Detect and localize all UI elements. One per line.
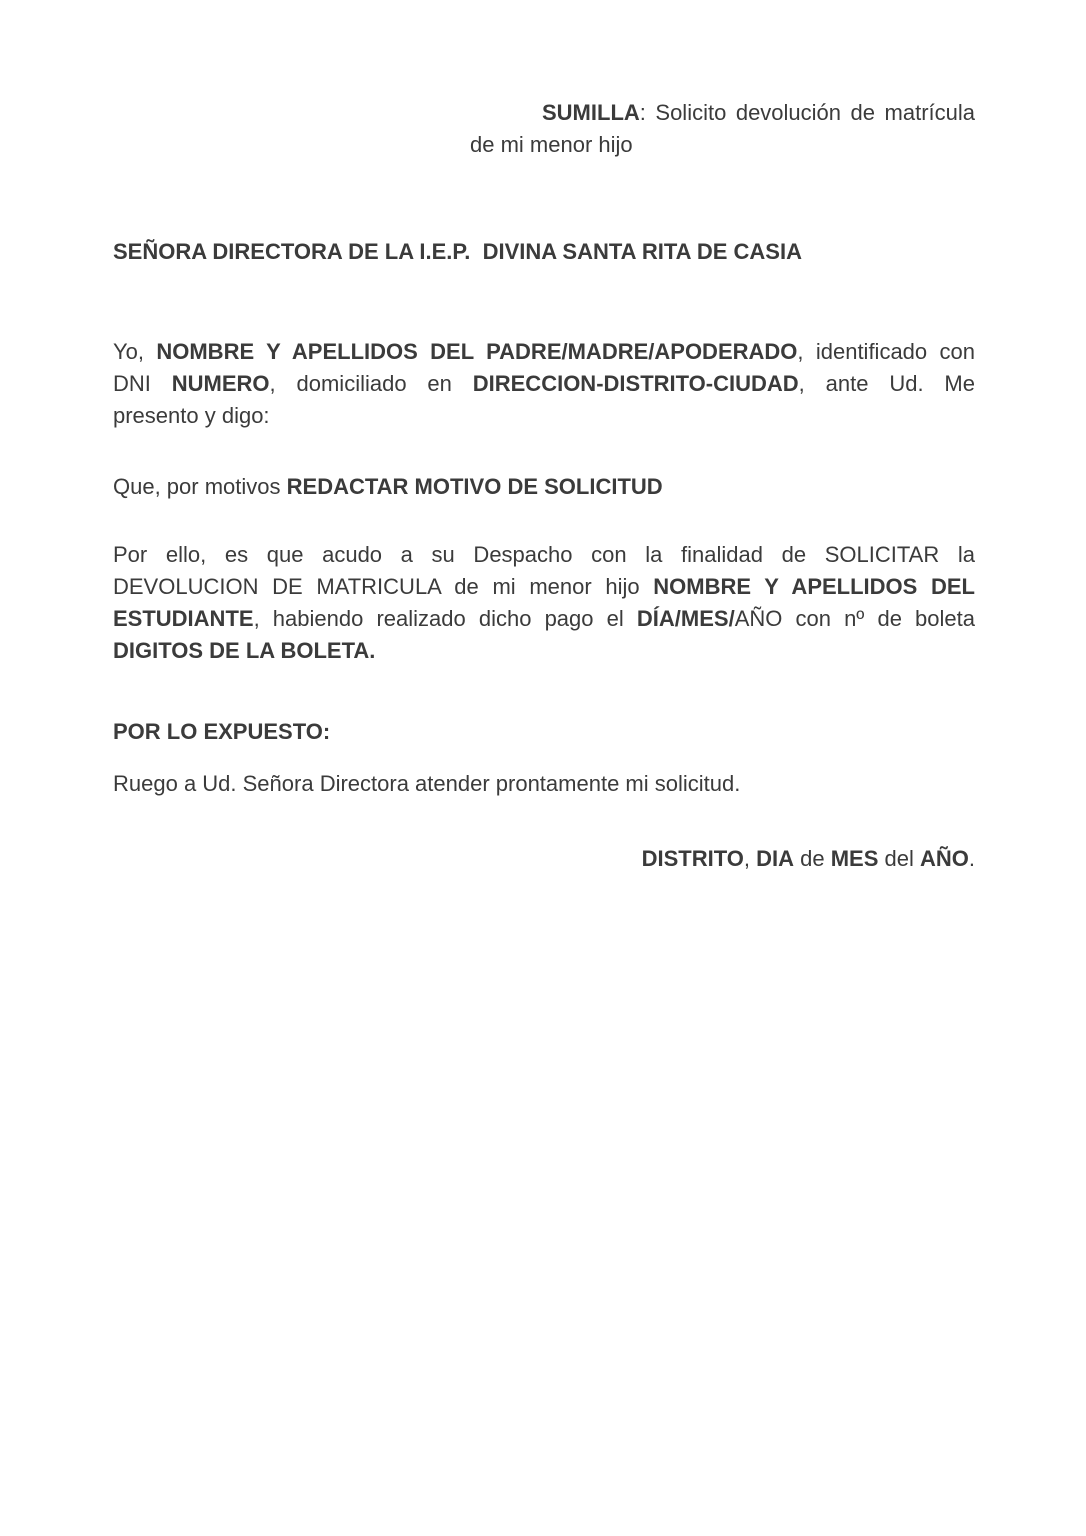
paragraph-motive [113,471,975,503]
text-run: DÍA/MES/ [636,606,735,631]
text-line [113,843,975,875]
paragraph-dateline [113,843,975,875]
text-line [113,400,975,432]
text-line [113,336,975,368]
text-run: de mi menor hijo [470,132,633,157]
paragraph-por-lo-expuesto [113,716,975,748]
text-line [113,539,975,571]
text-run: REDACTAR MOTIVO DE SOLICITUD [286,474,663,499]
recipient-title: SEÑORA DIRECTORA DE LA I.E.P. DIVINA SANTA RITA DE CASIA [113,239,802,264]
paragraph-sumilla [470,97,975,161]
text-run: , ante Ud. Me [798,371,975,396]
text-run: NOMBRE Y APELLIDOS DEL [653,574,975,599]
paragraph-request [113,539,975,667]
text-line [113,471,975,503]
text-line [113,571,975,603]
text-line [113,603,975,635]
text-run: . [968,846,975,871]
text-line [113,768,975,800]
text-line [113,236,975,268]
text-line [470,129,975,161]
text-run: de [794,846,831,871]
text-run: NUMERO [171,371,270,396]
text-run: DEVOLUCION DE MATRICULA de mi menor hijo [113,574,654,599]
paragraph-recipient [113,236,975,268]
text-run: DISTRITO [641,846,744,871]
text-run: Yo, [113,339,157,364]
text-run: DIA [756,846,794,871]
text-run: , [743,846,757,871]
text-run: ESTUDIANTE [113,606,254,631]
text-run: del [878,846,920,871]
text-run: POR LO EXPUESTO: [113,719,331,744]
text-run: , domiciliado en [269,371,473,396]
sumilla-label: SUMILLA [542,100,640,125]
text-run: DIGITOS DE LA BOLETA. [113,638,376,663]
text-run: DIRECCION-DISTRITO-CIUDAD [472,371,799,396]
text-line [113,716,975,748]
text-run: NOMBRE Y APELLIDOS DEL PADRE/MADRE/APODERADO [156,339,798,364]
paragraph-intro [113,336,975,432]
text-run: MES [830,846,879,871]
text-run: AÑO [919,846,969,871]
text-line [113,368,975,400]
text-line [470,97,975,129]
text-line [113,635,975,667]
text-run: : Solicito devolución de matrícula [639,100,975,125]
text-run: Ruego a Ud. Señora Directora atender prontamente mi solicitud. [113,771,741,796]
text-run: AÑO con nº de boleta [734,606,976,631]
paragraph-plea [113,768,975,800]
text-run: Por ello, es que acudo a su Despacho con la finalidad de SOLICITAR la [113,542,975,567]
text-run: DNI [113,371,172,396]
text-run: , habiendo realizado dicho pago el [253,606,637,631]
text-run: Que, por motivos [113,474,287,499]
text-run: presento y digo: [113,403,270,428]
text-run: , identificado con [797,339,975,364]
